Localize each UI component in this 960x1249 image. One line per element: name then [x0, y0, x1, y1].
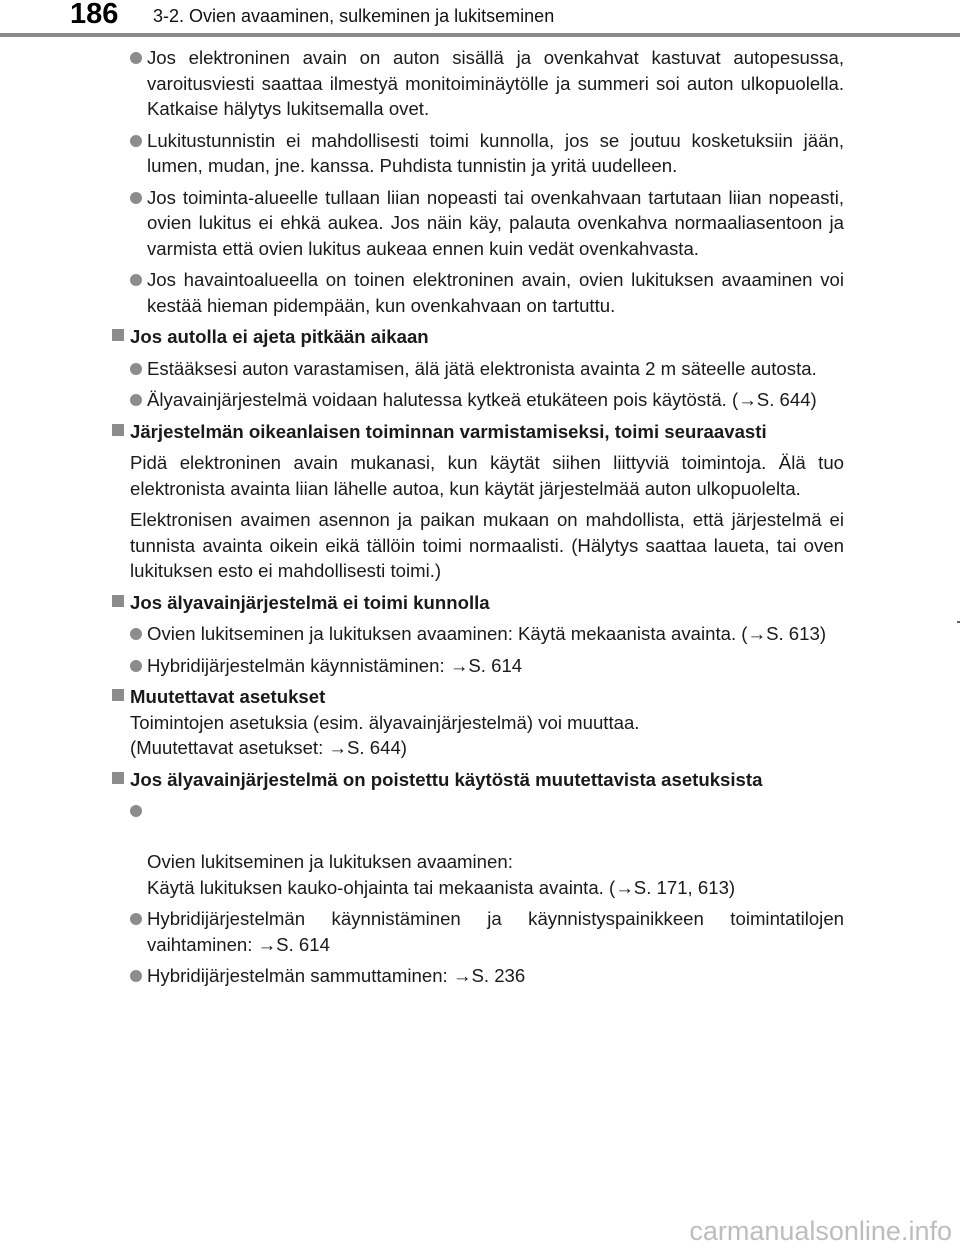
bullet-icon — [130, 363, 142, 375]
section-heading — [112, 324, 844, 350]
bullet-item — [112, 653, 844, 679]
bullet-item — [112, 621, 844, 647]
bullet-text: Ovien lukitseminen ja lukituksen avaaminen: Käytä mekaanista avainta. (→S. 613) — [147, 623, 827, 644]
bullet-item — [112, 128, 844, 179]
bullet-text: Lukitustunnistin ei mahdollisesti toimi kunnolla, jos se joutuu kosketuksiin jään, lumen, mudan, jne. kanssa. Puhdista tunnistin ja yritä uudelleen. — [147, 129, 844, 176]
heading-text: Jos älyavainjärjestelmä ei toimi kunnolla — [130, 591, 490, 613]
square-bullet-icon — [112, 329, 124, 341]
bullet-item — [112, 185, 844, 262]
page-content — [112, 40, 844, 989]
bullet-text: Hybridijärjestelmän käynnistäminen ja käynnistyspainikkeen toimintatilojen vaihtaminen: →S. 614 — [147, 908, 844, 955]
bullet-icon — [130, 805, 142, 817]
square-bullet-icon — [112, 689, 124, 701]
bullet-item — [112, 798, 844, 900]
bullet-icon — [130, 135, 142, 147]
section-heading — [112, 419, 844, 445]
bullet-icon — [130, 970, 142, 982]
bullet-text: Älyavainjärjestelmä voidaan halutessa kytkeä etukäteen pois käytöstä. (→S. 644) — [147, 389, 817, 410]
bullet-item — [112, 906, 844, 957]
bullet-item — [112, 387, 844, 413]
section-heading — [112, 590, 844, 616]
page-header — [0, 0, 960, 40]
section-heading — [112, 767, 844, 793]
bullet-icon — [130, 394, 142, 406]
square-bullet-icon — [112, 424, 124, 436]
paragraph: Toimintojen asetuksia (esim. älyavainjärjestelmä) voi muuttaa. (Muutettavat asetukset: →S. 644) — [130, 711, 640, 758]
bullet-text: Hybridijärjestelmän käynnistäminen: →S. 614 — [147, 654, 523, 676]
bullet-text: Jos elektroninen avain on auton sisällä ja ovenkahvat kastuvat autopesussa, varoitusviesti saattaa ilmestyä monitoiminäytölle ja summeri soi auton ulkopuolella. Katkaise hälytys lukitsemalla ovet. — [147, 47, 844, 119]
bullet-icon — [130, 274, 142, 286]
paragraph: Pidä elektroninen avain mukanasi, kun käytät siihen liittyviä toimintoja. Älä tuo elektronista avainta liian lähelle autoa, kun käytät järjestelmää auton ulkopuolelta. — [130, 452, 844, 499]
heading-text: Muutettavat asetukset — [130, 686, 326, 707]
heading-text: Jos autolla ei ajeta pitkään aikaan — [130, 326, 429, 347]
bullet-icon — [130, 52, 142, 64]
bullet-icon — [130, 913, 142, 925]
paragraph: Elektronisen avaimen asennon ja paikan mukaan on mahdollista, että järjestelmä ei tunnista avainta oikein eikä tällöin toimi normaalisti. (Hälytys saattaa laueta, tai oven lukituksen esto ei mahdollisesti toimi.) — [130, 509, 844, 581]
bullet-item — [112, 356, 844, 382]
square-bullet-icon — [112, 595, 124, 607]
header-rule — [0, 33, 960, 37]
bullet-text: Jos havaintoalueella on toinen elektroninen avain, ovien lukituksen avaaminen voi kestää hieman pidempään, kun ovenkahvaan on tartuttu. — [147, 269, 844, 316]
heading-text: Järjestelmän oikeanlaisen toiminnan varmistamiseksi, toimi seuraavasti — [130, 420, 767, 442]
bullet-icon — [130, 628, 142, 640]
bullet-text: Ovien lukitseminen ja lukituksen avaaminen: Käytä lukituksen kauko-ohjainta tai mekaanista avainta. (→S. 171, 613) — [147, 851, 736, 898]
bullet-icon — [130, 192, 142, 204]
page-number: 186 — [70, 0, 119, 30]
bullet-item — [112, 45, 844, 122]
bullet-text: Hybridijärjestelmän sammuttaminen: →S. 236 — [147, 965, 526, 986]
bullet-item — [112, 963, 844, 989]
square-bullet-icon — [112, 772, 124, 784]
bullet-item — [112, 267, 844, 318]
watermark: carmanualsonline.info — [689, 1216, 952, 1246]
heading-text: Jos älyavainjärjestelmä on poistettu käytöstä muutettavista asetuksista — [130, 768, 763, 790]
bullet-text: Jos toiminta-alueelle tullaan liian nopeasti tai ovenkahvaan tartutaan liian nopeasti, ovien lukitus ei ehkä aukea. Jos näin käy, palauta ovenkahva normaaliasentoon ja varmista että ovien lukitus aukeaa ennen kuin vedät ovenkahvasta. — [147, 186, 844, 259]
section-title: 3-2. Ovien avaaminen, sulkeminen ja lukitseminen — [153, 6, 555, 26]
section-heading — [112, 684, 844, 710]
bullet-icon — [130, 660, 142, 672]
bullet-text: Estääksesi auton varastamisen, älä jätä elektronista avainta 2 m säteelle autosta. — [147, 357, 817, 379]
